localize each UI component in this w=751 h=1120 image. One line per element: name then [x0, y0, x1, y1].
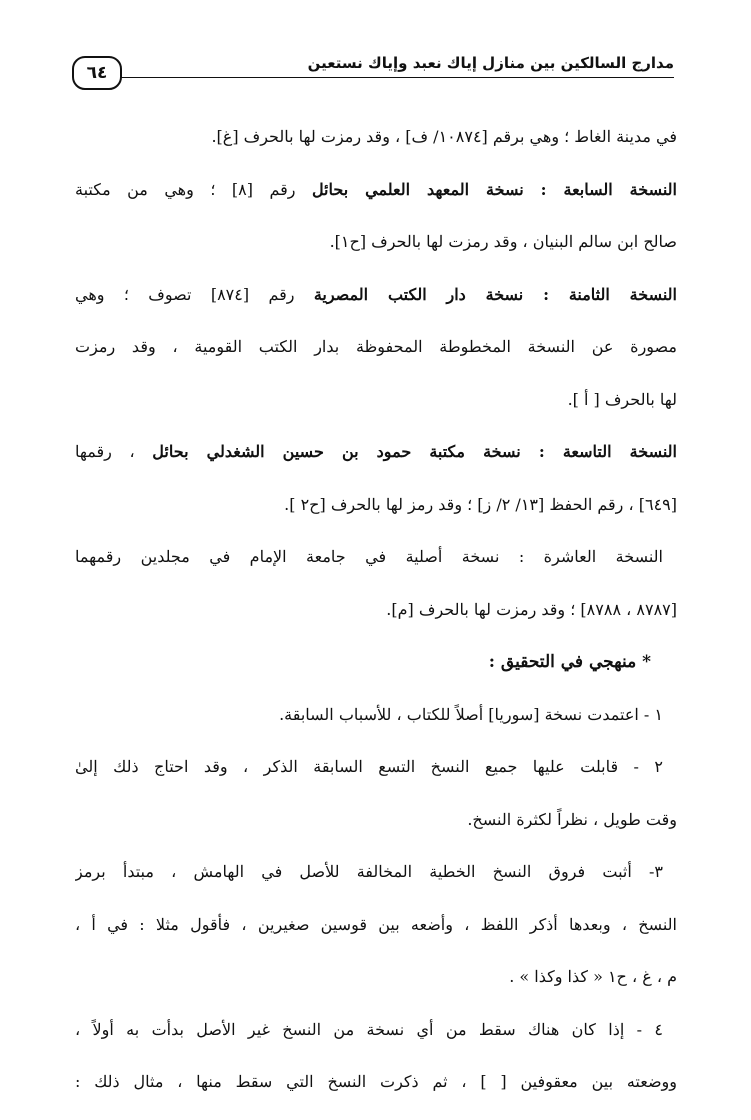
list-item: ٢ - قابلت عليها جميع النسخ التسع السابقة الذكر ، وقد احتاج ذلك إلىٰ: [75, 757, 663, 776]
text-line: النسخة الثامنة : نسخة دار الكتب المصرية رقم [٨٧٤] تصوف ؛ وهي: [75, 284, 677, 304]
running-header: [72, 46, 674, 86]
manuscript-label: النسخة الثامنة : نسخة دار الكتب المصرية: [313, 284, 677, 304]
text-line: النسخة العاشرة : نسخة أصلية في جامعة الإمام في مجلدين رقمهما: [75, 547, 663, 566]
text-line: في مدينة الغاط ؛ وهي برقم [١٠٨٧٤/ ف] ، وقد رمزت لها بالحرف [غ].: [211, 127, 677, 146]
section-heading: * منهجي في التحقيق :: [488, 652, 651, 672]
text-line: [٨٧٨٧ ، ٨٧٨٨] ؛ وقد رمزت لها بالحرف [م].: [386, 599, 677, 619]
list-item: ١ - اعتمدت نسخة [سوريا] أصلاً للكتاب ، للأسباب السابقة.: [279, 704, 663, 724]
page-number: ٦٤: [72, 56, 122, 90]
text-line: [٦٤٩] ، رقم الحفظ [١٣/ ٢/ ز] ؛ وقد رمز لها بالحرف [ح٢ ].: [284, 494, 677, 514]
text-line: وقت طويل ، نظراً لكثرة النسخ.: [467, 809, 677, 829]
text-line: النسخة السابعة : نسخة المعهد العلمي بحائل رقم [٨] ؛ وهي من مكتبة: [75, 179, 677, 199]
list-item: ٣- أثبت فروق النسخ الخطية المخالفة للأصل في الهامش ، مبتدأ برمز: [75, 862, 663, 881]
manuscript-label: النسخة السابعة : نسخة المعهد العلمي بحائل: [311, 179, 677, 199]
text-line: لها بالحرف [ أ ].: [567, 389, 677, 409]
text-line: صالح ابن سالم البنيان ، وقد رمزت لها بالحرف [ح١].: [329, 232, 677, 251]
text-line: النسخ ، وبعدها أذكر اللفظ ، وأضعه بين قوسين صغيرين ، فأقول مثلا : في أ ،: [75, 914, 677, 934]
text-line: النسخة التاسعة : نسخة مكتبة حمود بن حسين الشغدلي بحائل ، رقمها: [75, 442, 677, 461]
list-item: ٤ - إذا كان هناك سقط من أي نسخة من النسخ غير الأصل بدأت به أولاً ،: [75, 1019, 663, 1039]
text-line: مصورة عن النسخة المخطوطة المحفوظة بدار الكتب القومية ، وقد رمزت: [75, 337, 677, 356]
book-title: مدارج السالكين بين منازل إياك نعبد وإياك نستعين: [307, 54, 674, 72]
manuscript-label: النسخة التاسعة : نسخة مكتبة حمود بن حسين الشغدلي بحائل: [152, 442, 677, 461]
text-line: ووضعته بين معقوفين [ ] ، ثم ذكرت النسخ التي سقط منها ، مثال ذلك :: [75, 1072, 677, 1091]
header-rule: [112, 77, 674, 78]
page-body: [75, 122, 677, 1120]
text-line: م ، غ ، ح١ « كذا وكذا » .: [509, 967, 677, 986]
